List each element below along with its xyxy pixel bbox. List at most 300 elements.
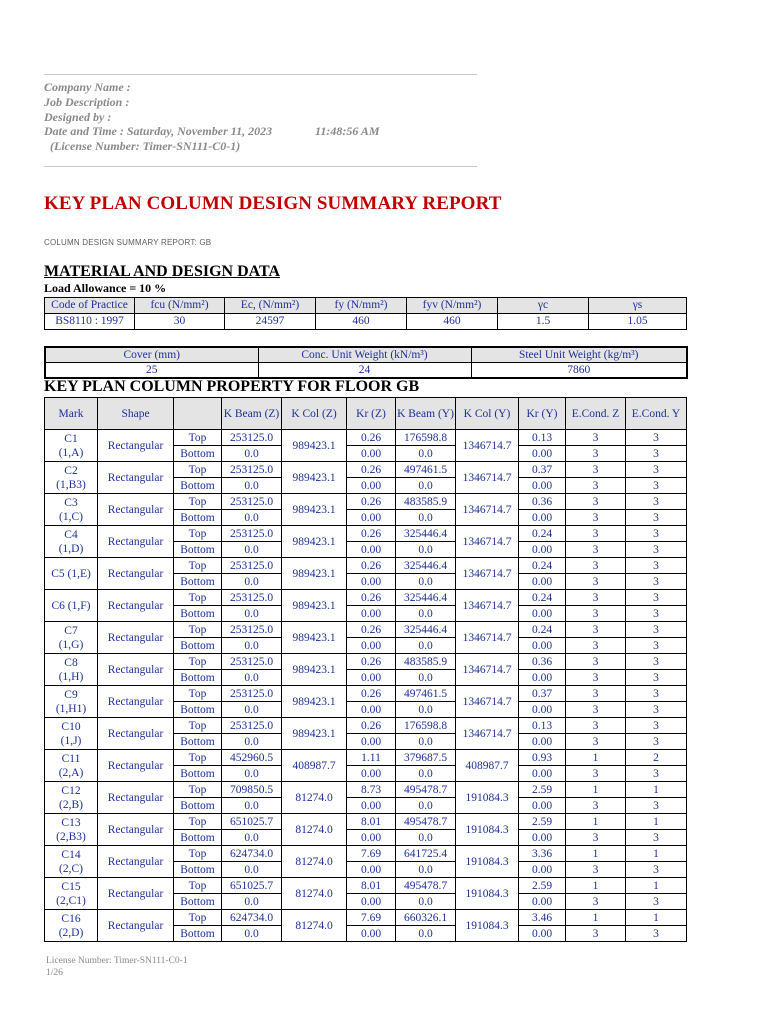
k-beam-y: 0.0 [396,926,456,942]
time: 11:48:56 AM [315,124,380,138]
econd-z: 3 [566,494,626,510]
page-number: 1/26 [46,968,63,978]
position-label: Top [174,814,222,830]
k-beam-y: 0.0 [396,894,456,910]
kr-y: 0.13 [519,430,566,446]
econd-y: 3 [626,702,687,718]
job-description: Job Description : [44,95,130,109]
k-col-y: 191084.3 [456,814,519,846]
kr-y: 0.00 [519,734,566,750]
k-beam-z: 253125.0 [222,430,282,446]
kr-y: 0.00 [519,766,566,782]
kr-z: 0.00 [347,478,396,494]
column-mark: C4 (1,D) [45,526,98,558]
k-beam-y: 660326.1 [396,910,456,926]
position-label: Bottom [174,894,222,910]
cover-value-cell: 25 [45,363,258,379]
econd-y: 3 [626,670,687,686]
k-col-y: 1346714.7 [456,430,519,462]
econd-z: 3 [566,686,626,702]
report-subtitle: COLUMN DESIGN SUMMARY REPORT: GB [44,238,212,247]
k-col-z: 81274.0 [282,846,347,878]
material-header-cell: fcu (N/mm²) [135,298,225,314]
position-label: Top [174,846,222,862]
kr-y: 0.24 [519,590,566,606]
kr-z: 0.26 [347,526,396,542]
material-value-row [45,314,687,330]
k-beam-z: 0.0 [222,638,282,654]
k-beam-z: 253125.0 [222,622,282,638]
econd-z: 3 [566,926,626,942]
column-shape: Rectangular [98,750,174,782]
header-k-col-y: K Col (Y) [456,398,519,430]
k-beam-y: 325446.4 [396,526,456,542]
kr-y: 2.59 [519,878,566,894]
econd-z: 1 [566,878,626,894]
position-label: Bottom [174,542,222,558]
k-beam-z: 624734.0 [222,846,282,862]
table-row [45,718,687,734]
econd-y: 3 [626,654,687,670]
k-beam-y: 325446.4 [396,558,456,574]
econd-z: 3 [566,446,626,462]
k-beam-z: 651025.7 [222,878,282,894]
kr-z: 0.26 [347,718,396,734]
econd-y: 3 [626,718,687,734]
k-beam-y: 0.0 [396,830,456,846]
kr-z: 0.26 [347,494,396,510]
kr-y: 0.00 [519,702,566,718]
position-label: Bottom [174,510,222,526]
position-label: Top [174,462,222,478]
kr-y: 0.00 [519,798,566,814]
k-beam-y: 495478.7 [396,782,456,798]
k-beam-z: 0.0 [222,894,282,910]
kr-z: 0.00 [347,510,396,526]
position-label: Bottom [174,798,222,814]
cover-header-cell: Steel Unit Weight (kg/m³) [471,347,687,363]
kr-y: 0.37 [519,686,566,702]
kr-z: 0.26 [347,462,396,478]
date-time-line [44,124,464,138]
kr-y: 0.00 [519,478,566,494]
material-table [44,297,687,330]
kr-y: 3.46 [519,910,566,926]
table-row [45,686,687,702]
column-mark: C8 (1,H) [45,654,98,686]
econd-y: 1 [626,782,687,798]
k-beam-y: 497461.5 [396,686,456,702]
footer-license: License Number: Timer-SN111-C0-1 [46,956,188,966]
econd-y: 3 [626,686,687,702]
k-beam-z: 0.0 [222,766,282,782]
cover-value-row [45,363,687,379]
column-mark: C15 (2,C1) [45,878,98,910]
econd-z: 3 [566,654,626,670]
designed-by: Designed by : [44,110,112,124]
kr-y: 0.00 [519,830,566,846]
k-beam-y: 325446.4 [396,622,456,638]
econd-y: 3 [626,622,687,638]
k-col-z: 989423.1 [282,686,347,718]
k-col-z: 989423.1 [282,526,347,558]
k-beam-z: 651025.7 [222,814,282,830]
position-label: Top [174,622,222,638]
econd-y: 1 [626,878,687,894]
k-col-z: 81274.0 [282,814,347,846]
column-mark: C9 (1,H1) [45,686,98,718]
econd-z: 1 [566,910,626,926]
table-row [45,878,687,894]
column-shape: Rectangular [98,462,174,494]
k-col-z: 989423.1 [282,558,347,590]
load-allowance: Load Allowance = 10 % [44,281,167,295]
k-col-y: 1346714.7 [456,622,519,654]
econd-y: 3 [626,558,687,574]
econd-y: 3 [626,430,687,446]
k-col-z: 81274.0 [282,878,347,910]
kr-z: 0.00 [347,606,396,622]
table-row [45,846,687,862]
column-shape: Rectangular [98,654,174,686]
position-label: Top [174,750,222,766]
k-beam-y: 0.0 [396,766,456,782]
material-value-cell: 460 [316,314,407,330]
k-beam-y: 379687.5 [396,750,456,766]
material-header-cell: Code of Practice [45,298,135,314]
date-time: Date and Time : Saturday, November 11, 2023 [44,124,273,138]
kr-z: 1.11 [347,750,396,766]
material-header-cell: fyv (N/mm²) [407,298,498,314]
table-row [45,782,687,798]
econd-z: 3 [566,478,626,494]
material-value-cell: BS8110 : 1997 [45,314,135,330]
header-bottom-rule [44,166,477,167]
k-beam-y: 483585.9 [396,654,456,670]
kr-y: 2.59 [519,814,566,830]
econd-z: 3 [566,894,626,910]
table-row [45,494,687,510]
k-col-z: 81274.0 [282,910,347,942]
cover-header-cell: Conc. Unit Weight (kN/m³) [258,347,471,363]
column-mark: C2 (1,B3) [45,462,98,494]
k-beam-z: 253125.0 [222,718,282,734]
kr-z: 0.00 [347,830,396,846]
position-label: Bottom [174,478,222,494]
kr-y: 0.00 [519,574,566,590]
k-beam-z: 253125.0 [222,590,282,606]
kr-y: 2.59 [519,782,566,798]
kr-z: 0.00 [347,862,396,878]
column-shape: Rectangular [98,590,174,622]
column-shape: Rectangular [98,430,174,462]
cover-header-cell: Cover (mm) [45,347,258,363]
material-header-cell: fy (N/mm²) [316,298,407,314]
material-value-cell: 460 [407,314,498,330]
econd-y: 3 [626,894,687,910]
k-beam-y: 176598.8 [396,718,456,734]
property-table-body [45,430,687,942]
position-label: Bottom [174,734,222,750]
kr-z: 0.00 [347,542,396,558]
k-beam-z: 0.0 [222,926,282,942]
k-beam-z: 0.0 [222,670,282,686]
k-col-y: 1346714.7 [456,526,519,558]
kr-y: 0.00 [519,670,566,686]
k-beam-y: 176598.8 [396,430,456,446]
position-label: Bottom [174,830,222,846]
material-value-cell: 24597 [225,314,316,330]
k-beam-y: 325446.4 [396,590,456,606]
kr-y: 0.36 [519,654,566,670]
k-col-z: 989423.1 [282,462,347,494]
econd-y: 3 [626,638,687,654]
k-beam-y: 0.0 [396,670,456,686]
k-col-y: 191084.3 [456,910,519,942]
kr-z: 0.26 [347,654,396,670]
kr-z: 0.26 [347,622,396,638]
kr-z: 0.00 [347,894,396,910]
position-label: Bottom [174,702,222,718]
material-header-row [45,298,687,314]
column-property-table [44,397,687,942]
k-beam-z: 253125.0 [222,686,282,702]
column-mark: C13 (2,B3) [45,814,98,846]
kr-z: 8.01 [347,814,396,830]
kr-z: 0.00 [347,574,396,590]
cover-header-row [45,347,687,363]
license-number: (License Number: Timer-SN111-C0-1) [50,139,241,153]
header-kr-z: Kr (Z) [347,398,396,430]
position-label: Bottom [174,926,222,942]
k-col-y: 1346714.7 [456,558,519,590]
kr-y: 0.13 [519,718,566,734]
econd-z: 3 [566,622,626,638]
column-mark: C6 (1,F) [45,590,98,622]
econd-z: 3 [566,638,626,654]
k-col-y: 1346714.7 [456,718,519,750]
k-beam-y: 0.0 [396,542,456,558]
property-header-row [45,398,687,430]
kr-z: 8.01 [347,878,396,894]
property-heading: KEY PLAN COLUMN PROPERTY FOR FLOOR GB [44,378,420,395]
column-shape: Rectangular [98,526,174,558]
column-mark: C10 (1,J) [45,718,98,750]
material-value-cell: 1.05 [589,314,687,330]
econd-y: 1 [626,814,687,830]
k-beam-z: 253125.0 [222,494,282,510]
column-mark: C1 (1,A) [45,430,98,462]
econd-z: 3 [566,670,626,686]
column-mark: C11 (2,A) [45,750,98,782]
column-mark: C3 (1,C) [45,494,98,526]
position-label: Bottom [174,574,222,590]
k-beam-z: 253125.0 [222,654,282,670]
econd-z: 3 [566,862,626,878]
k-col-y: 1346714.7 [456,494,519,526]
position-label: Top [174,494,222,510]
column-shape: Rectangular [98,910,174,942]
column-shape: Rectangular [98,622,174,654]
kr-y: 0.24 [519,622,566,638]
table-row [45,462,687,478]
column-shape: Rectangular [98,686,174,718]
column-mark: C14 (2,C) [45,846,98,878]
k-col-z: 989423.1 [282,654,347,686]
cover-value-cell: 7860 [471,363,687,379]
econd-z: 3 [566,830,626,846]
table-row [45,654,687,670]
position-label: Top [174,526,222,542]
econd-z: 1 [566,814,626,830]
kr-y: 0.00 [519,638,566,654]
econd-z: 1 [566,846,626,862]
econd-y: 3 [626,542,687,558]
header-econd-y: E.Cond. Y [626,398,687,430]
econd-z: 3 [566,462,626,478]
material-value-cell: 30 [135,314,225,330]
k-beam-z: 253125.0 [222,462,282,478]
cover-weight-table [44,346,688,379]
column-shape: Rectangular [98,846,174,878]
position-label: Top [174,718,222,734]
header-kr-y: Kr (Y) [519,398,566,430]
material-header-cell: γc [498,298,589,314]
econd-z: 3 [566,590,626,606]
kr-z: 0.00 [347,446,396,462]
table-row [45,622,687,638]
position-label: Bottom [174,606,222,622]
econd-z: 3 [566,558,626,574]
column-mark: C16 (2,D) [45,910,98,942]
kr-z: 0.00 [347,798,396,814]
kr-z: 0.00 [347,702,396,718]
kr-y: 0.00 [519,894,566,910]
k-beam-y: 495478.7 [396,814,456,830]
header-position [174,398,222,430]
position-label: Top [174,910,222,926]
column-mark: C12 (2,B) [45,782,98,814]
header-shape: Shape [98,398,174,430]
econd-y: 3 [626,862,687,878]
kr-y: 0.93 [519,750,566,766]
k-beam-z: 0.0 [222,830,282,846]
k-beam-z: 452960.5 [222,750,282,766]
kr-y: 0.36 [519,494,566,510]
k-beam-z: 0.0 [222,510,282,526]
material-value-cell: 1.5 [498,314,589,330]
econd-y: 3 [626,798,687,814]
econd-z: 1 [566,750,626,766]
k-beam-y: 0.0 [396,702,456,718]
k-col-y: 1346714.7 [456,686,519,718]
econd-y: 3 [626,526,687,542]
econd-y: 3 [626,830,687,846]
kr-y: 0.00 [519,862,566,878]
k-beam-z: 0.0 [222,862,282,878]
position-label: Top [174,430,222,446]
column-mark: C5 (1,E) [45,558,98,590]
k-beam-z: 0.0 [222,542,282,558]
cover-value-cell: 24 [258,363,471,379]
table-row [45,750,687,766]
kr-z: 0.26 [347,686,396,702]
material-heading: MATERIAL AND DESIGN DATA [44,263,281,280]
position-label: Bottom [174,862,222,878]
k-beam-z: 709850.5 [222,782,282,798]
k-col-y: 1346714.7 [456,654,519,686]
k-beam-z: 0.0 [222,574,282,590]
kr-z: 0.00 [347,926,396,942]
econd-z: 3 [566,734,626,750]
kr-y: 0.00 [519,926,566,942]
kr-z: 7.69 [347,910,396,926]
header-k-col-z: K Col (Z) [282,398,347,430]
k-beam-y: 0.0 [396,862,456,878]
material-header-cell: Ec, (N/mm²) [225,298,316,314]
k-col-z: 408987.7 [282,750,347,782]
kr-z: 0.00 [347,734,396,750]
header-k-beam-y: K Beam (Y) [396,398,456,430]
column-shape: Rectangular [98,878,174,910]
header-k-beam-z: K Beam (Z) [222,398,282,430]
table-row [45,558,687,574]
econd-y: 3 [626,766,687,782]
k-col-z: 989423.1 [282,622,347,654]
k-beam-z: 0.0 [222,478,282,494]
kr-y: 0.00 [519,542,566,558]
table-row [45,590,687,606]
econd-y: 3 [626,462,687,478]
position-label: Bottom [174,670,222,686]
econd-z: 1 [566,782,626,798]
econd-y: 1 [626,846,687,862]
position-label: Bottom [174,446,222,462]
k-beam-y: 495478.7 [396,878,456,894]
kr-y: 0.24 [519,526,566,542]
header-econd-z: E.Cond. Z [566,398,626,430]
kr-y: 0.00 [519,606,566,622]
k-beam-z: 0.0 [222,702,282,718]
k-col-y: 191084.3 [456,782,519,814]
econd-y: 3 [626,494,687,510]
econd-y: 3 [626,734,687,750]
k-beam-z: 0.0 [222,798,282,814]
econd-y: 2 [626,750,687,766]
econd-y: 3 [626,478,687,494]
k-col-z: 989423.1 [282,718,347,750]
k-beam-z: 253125.0 [222,526,282,542]
k-beam-z: 0.0 [222,446,282,462]
econd-z: 3 [566,718,626,734]
kr-z: 0.26 [347,558,396,574]
kr-y: 3.36 [519,846,566,862]
k-col-y: 408987.7 [456,750,519,782]
header-top-rule [44,74,477,75]
k-beam-y: 0.0 [396,606,456,622]
material-header-cell: γs [589,298,687,314]
econd-z: 3 [566,510,626,526]
k-col-z: 989423.1 [282,494,347,526]
kr-z: 0.00 [347,638,396,654]
k-beam-y: 641725.4 [396,846,456,862]
econd-y: 3 [626,446,687,462]
k-beam-y: 497461.5 [396,462,456,478]
kr-y: 0.37 [519,462,566,478]
kr-y: 0.24 [519,558,566,574]
k-col-y: 191084.3 [456,878,519,910]
kr-y: 0.00 [519,510,566,526]
